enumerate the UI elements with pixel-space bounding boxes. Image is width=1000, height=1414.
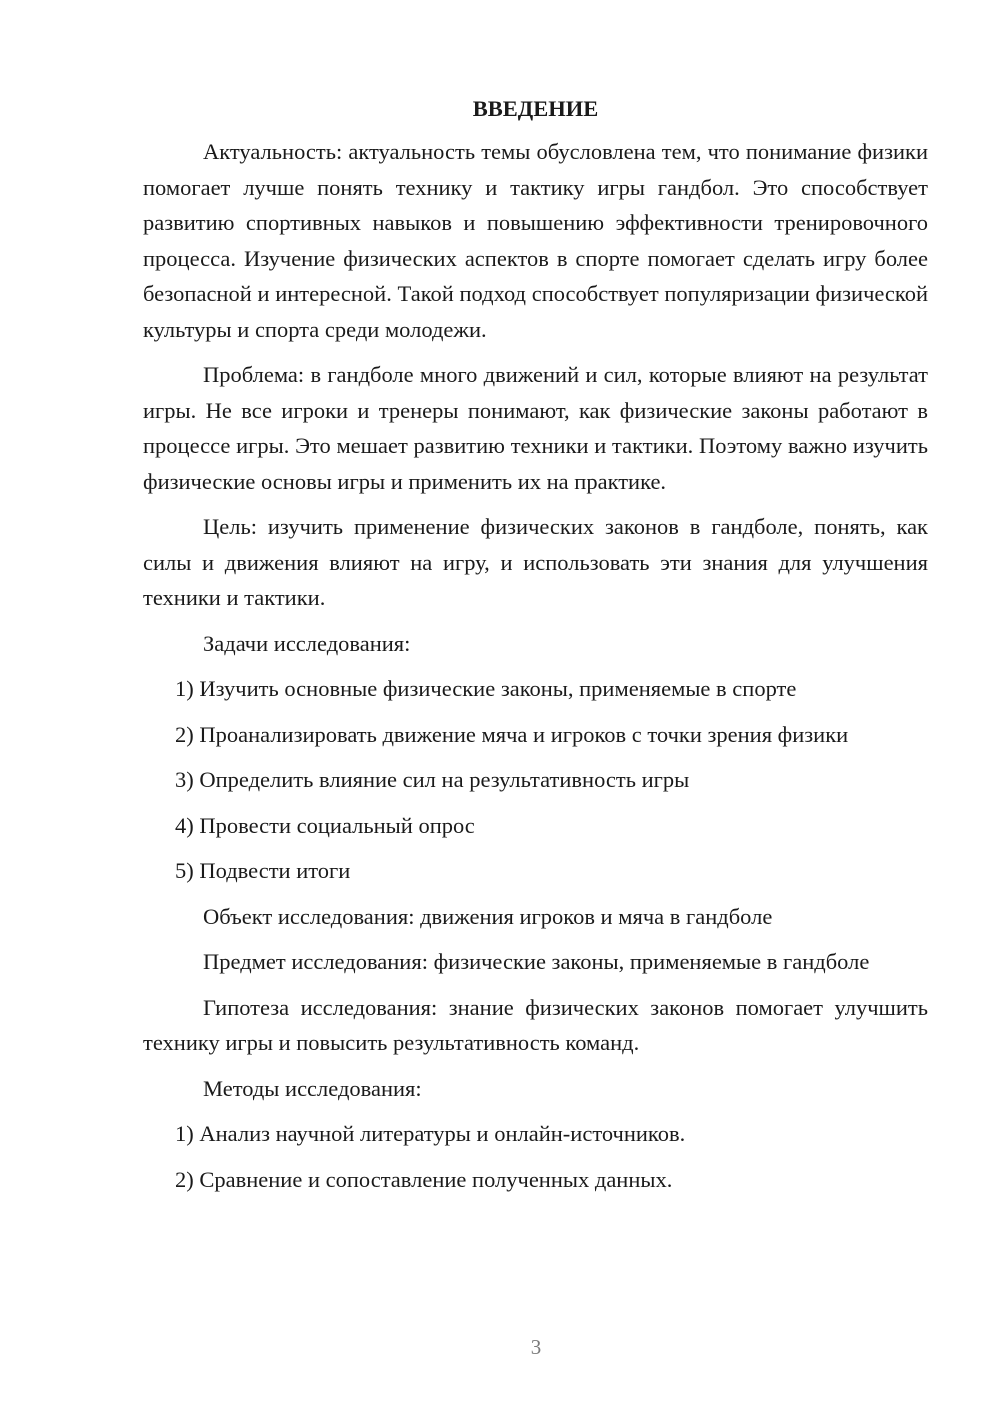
tasks-list [143,671,928,889]
object-paragraph: Объект исследования: движения игроков и мяча в гандболе [203,903,773,929]
page-content [143,92,928,1207]
methods-heading: Методы исследования: [203,1075,422,1101]
task-item: 4) Провести социальный опрос [175,812,475,838]
method-item: 1) Анализ научной литературы и онлайн-источников. [175,1121,686,1146]
task-item: 2) Проанализировать движение мяча и игроков с точки зрения физики [175,721,849,747]
page-number: 3 [530,1335,542,1359]
task-item: 1) Изучить основные физические законы, применяемые в спорте [175,676,797,701]
methods-list [143,1116,928,1197]
goal-paragraph: Цель: изучить применение физических законов в гандболе, понять, как силы и движения влияют на игру, и использовать эти знания для улучшения техники и тактики. [143,514,928,610]
task-item: 3) Определить влияние сил на результативность игры [175,767,690,792]
hypothesis-paragraph: Гипотеза исследования: знание физических законов помогает улучшить технику игры и повысить результативность команд. [143,994,928,1055]
tasks-heading: Задачи исследования: [203,630,411,656]
subject-paragraph: Предмет исследования: физические законы, применяемые в гандболе [203,949,870,974]
task-item: 5) Подвести итоги [175,858,351,883]
problem-paragraph: Проблема: в гандболе много движений и сил, которые влияют на результат игры. Не все игроки и тренеры понимают, как физические законы работают в процессе игры. Это мешает развитию техники и тактики. Поэтому важно изучить физические основы игры и применить их на практике. [143,362,928,494]
relevance-paragraph: Актуальность: актуальность темы обусловлена тем, что понимание физики помогает лучше понять технику и тактику игры гандбол. Это способствует развитию спортивных навыков и повышению эффективности тренировочного процесса. Изучение физических аспектов в спорте помогает сделать игру более безопасной и интересной. Такой подход способствует популяризации физической культуры и спорта среди молодежи. [143,139,928,342]
section-title: ВВЕДЕНИЕ [472,96,599,121]
method-item: 2) Сравнение и сопоставление полученных данных. [175,1166,673,1192]
